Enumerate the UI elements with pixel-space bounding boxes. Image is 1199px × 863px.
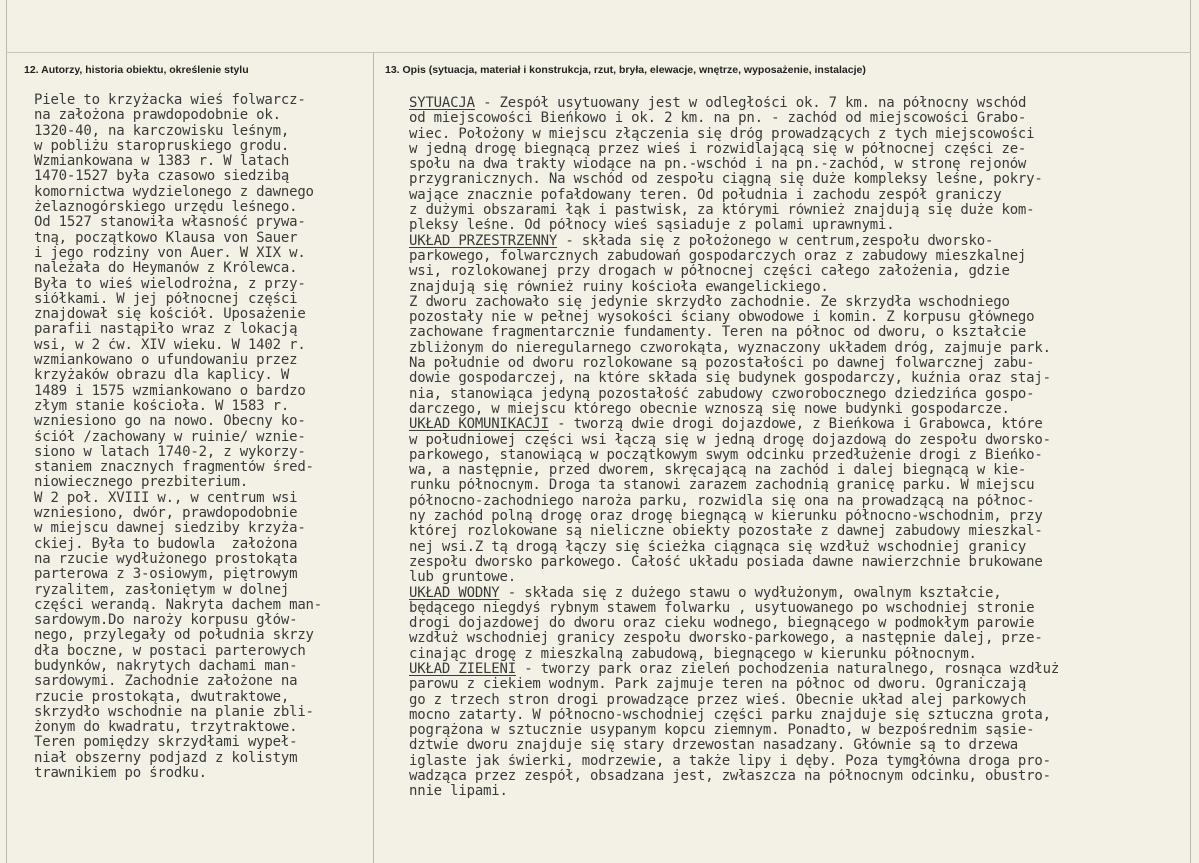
description-line: [409, 371, 1197, 386]
description-line: [409, 402, 1197, 417]
history-line: tną, początkowo Klausa von Sauer: [34, 230, 298, 246]
history-line: i jego rodziny von Auer. W XIX w.: [34, 245, 306, 261]
history-text: [34, 93, 374, 781]
history-line: niał obszerny podjazd z kolistym: [34, 750, 298, 766]
history-line: niowiecznego prezbiterium.: [34, 475, 248, 491]
description-line: [409, 172, 1197, 187]
description-line: [409, 448, 1197, 463]
description-line: [409, 249, 1197, 264]
description-line: [409, 723, 1197, 738]
description-line-text: - tworzą dwie drogi dojazdowe, z Bieńkowa i Grabowca, które: [548, 417, 1043, 433]
description-line-text: cinając drogę z mieszkalną zabudową, biegnącego w kierunku północnym.: [409, 646, 977, 662]
history-line: żonym do kwadratu, trzytraktowe.: [34, 720, 298, 736]
description-line-text: nej wsi.Z tą drogą łączy się ścieżka ciągnąca się wzdłuż wschodniej granicy: [409, 539, 1027, 555]
history-line: ryzalitem, zasłoniętym w dolnej: [34, 582, 290, 598]
description-line: [409, 280, 1197, 295]
description-line-text: pozostały nie w pełnej wysokości ściany obwodowe i komin. Z korpusu głównego: [409, 310, 1035, 326]
history-line: Teren pomiędzy skrzydłami wypeł-: [34, 735, 298, 751]
history-line: ckiej. Była to budowla założona: [34, 536, 298, 552]
description-line-text: lub gruntowe.: [409, 570, 516, 586]
description-line: [409, 601, 1197, 616]
description-line-text: pogrążona w sztucznie usypanym kopcu ziemnym. Ponadto, w bezpośrednim sąsie-: [409, 723, 1035, 739]
description-line-text: zbliżonym do nieregularnego czworokąta, wyznaczony układem dróg, zajmuje park.: [409, 340, 1051, 356]
description-line: [409, 127, 1197, 142]
history-line: 1489 i 1575 wzmiankowano o bardzo: [34, 383, 306, 399]
description-line-text: mocno zatarty. W północno-wschodniej części parku znajduje się sztuczna grota,: [409, 707, 1051, 723]
history-line: części werandą. Nakryta dachem man-: [34, 597, 323, 613]
description-line: [409, 647, 1197, 662]
description-line-text: północno-zachodniego naroża parku, rozwidla się ona na prowadzącą na północ-: [409, 493, 1035, 509]
history-line: wzmiankowano o ufundowaniu przez: [34, 353, 298, 369]
history-line: 1470-1527 była czasowo siedzibą: [34, 169, 290, 185]
description-line-text: wa, a następnie, przed dworem, skręcającą na zachód i dalej biegnącą w kie-: [409, 463, 1027, 479]
history-line: parterowa z 3-osiowym, piętrowym: [34, 567, 298, 583]
history-line: wsi, w 2 ćw. XIV wieku. W 1402 r.: [34, 337, 306, 353]
description-line: [409, 96, 1197, 111]
description-line-text: w jedną drogę biegnącą przez wieś i rozwidlającą się w północnej części ze-: [409, 141, 1027, 157]
description-line-text: będącego niegdyś rybnym stawem folwarku , usytuowanego po wschodniej stronie: [409, 600, 1035, 616]
description-line-text: go z trzech stron drogi prowadzące przez wieś. Obecnie układ alej parkowych: [409, 692, 1027, 708]
description-line: [409, 111, 1197, 126]
description-line: [409, 325, 1197, 340]
history-line: krzyżaków obrazu dla kaplicy. W: [34, 368, 290, 384]
description-line-text: iglaste jak świerki, modrzewie, a także lipy i dęby. Poza tymgłówna droga pro-: [409, 753, 1051, 769]
description-line-text: wadząca przez zespół, obsadzana jest, zwłaszcza na północnym odcinku, obustro-: [409, 769, 1051, 785]
description-line-text: parkowego, folwarcznych zabudowań gospodarczych oraz z zabudowy mieszkalnej: [409, 248, 1027, 264]
section-heading: SYTUACJA: [409, 96, 475, 111]
description-line: [409, 540, 1197, 555]
description-line-text: której rozlokowane są nieliczne obiekty pozostałe z dawnej zabudowy mieszkal-: [409, 524, 1043, 540]
description-line: [409, 784, 1197, 799]
history-line: Była to wieś wielodrożna, z przy-: [34, 276, 306, 292]
section-heading: UKŁAD WODNY: [409, 585, 500, 601]
history-line: staniem znacznych fragmentów śred-: [34, 460, 314, 476]
history-line: Od 1527 stanowiła własność prywa-: [34, 215, 306, 231]
history-line: ściół /zachowany w ruinie/ wznie-: [34, 429, 306, 445]
left-border-line: [6, 0, 7, 863]
description-line: [409, 218, 1197, 233]
history-line: na rzucie wydłużonego prostokąta: [34, 551, 298, 567]
description-line-text: wiec. Położony w miejscu złączenia się dróg prowadzących z tych miejscowości: [409, 126, 1035, 142]
history-line: sardowym.Do naroży korpusu głów-: [34, 613, 298, 629]
description-line: [409, 433, 1197, 448]
description-line: [409, 693, 1197, 708]
description-line: [409, 341, 1197, 356]
history-line: w miejscu dawnej siedziby krzyża-: [34, 521, 306, 537]
description-line-text: runku północnym. Droga ta stanowi zarazem zachodnią granicę parku. W miejscu: [409, 478, 1035, 494]
history-line: parafii nastąpiło wraz z lokacją: [34, 322, 298, 338]
description-line: [409, 295, 1197, 310]
description-line-text: darczego, w miejscu którego obecnie wznoszą się nowe budynki gospodarcze.: [409, 401, 1010, 417]
description-line: [409, 494, 1197, 509]
history-line: sardowymi. Zachodnie założone na: [34, 674, 298, 690]
history-line: 1320-40, na karczowisku leśnym,: [34, 123, 290, 139]
description-line-text: - tworzy park oraz zieleń pochodzenia naturalnego, rosnąca wzdłuż: [515, 661, 1060, 677]
history-line: żelaznogórskiego urzędu leśnego.: [34, 200, 298, 216]
description-line-text: - składa się z położonego w centrum,zespołu dworsko-: [557, 233, 994, 249]
history-line: Piele to krzyżacka wieś folwarcz-: [34, 93, 306, 108]
description-line-text: z dużymi obszarami łąk i pastwisk, za którymi również znajdują się duże kom-: [409, 203, 1035, 219]
section-13-header: 13. Opis (sytuacja, materiał i konstrukcja, rzut, bryła, elewacje, wnętrze, wyposażenie, instalacje): [385, 64, 866, 76]
history-line: trawnikiem po środku.: [34, 766, 207, 782]
description-line-text: - Zespół usytuowany jest w odległości ok. 7 km. na północny wschód: [474, 96, 1027, 111]
description-line-text: Z dworu zachowało się jedynie skrzydło zachodnie. Ze skrzydła wschodniego: [409, 294, 1010, 310]
description-line: [409, 234, 1197, 249]
description-line: [409, 754, 1197, 769]
history-line: znajdował się kościół. Uposażenie: [34, 307, 306, 323]
description-line: [409, 387, 1197, 402]
history-line: W 2 poł. XVIII w., w centrum wsi: [34, 490, 298, 506]
description-line: [409, 631, 1197, 646]
history-line: Wzmiankowana w 1383 r. W latach: [34, 154, 290, 170]
description-line-text: dztwie dworu znajduje się stary drzewostan nasadzany. Głównie są to drzewa: [409, 738, 1018, 754]
description-line: [409, 157, 1197, 172]
description-line: [409, 203, 1197, 218]
description-line: [409, 570, 1197, 585]
section-heading: UKŁAD KOMUNIKACJI: [409, 417, 549, 433]
history-line: komornictwa wydzielonego z dawnego: [34, 184, 314, 200]
description-line: [409, 509, 1197, 524]
description-line-text: wzdłuż wschodniej granicy zespołu dworsko-parkowego, a następnie dalej, prze-: [409, 631, 1043, 647]
description-line: [409, 586, 1197, 601]
description-line-text: nia, stanowiąca jedyną pozostałość zabudowy czworobocznego dziedzińca gospo-: [409, 386, 1035, 402]
description-line-text: drogi dojazdowej do dworu oraz cieku wodnego, biegnącego w podmokłym parowie: [409, 616, 1035, 632]
description-line: [409, 769, 1197, 784]
description-line-text: w południowej części wsi łączą się w jedną drogę dojazdową do zespołu dworsko-: [409, 432, 1051, 448]
history-line: w pobliżu staropruskiego grodu.: [34, 138, 290, 154]
description-line-text: znajdują się również ruiny kościoła ewangelickiego.: [409, 279, 829, 295]
description-line: [409, 188, 1197, 203]
history-line: budynków, nakrytych dachami man-: [34, 658, 298, 674]
description-line-text: ny zachód polną drogę oraz drogę biegnącą w kierunku północno-wschodnim, przy: [409, 509, 1043, 525]
description-line: [409, 142, 1197, 157]
description-line-text: parowu z ciekiem wodnym. Park zajmuje teren na północ od dworu. Ograniczają: [409, 677, 1027, 693]
description-line: [409, 616, 1197, 631]
description-line: [409, 310, 1197, 325]
description-line: [409, 738, 1197, 753]
history-line: siółkami. W jej północnej części: [34, 291, 298, 307]
description-line-text: społu na dwa trakty wiodące na pn.-wschód i na pn.-zachód, w stronę rejonów: [409, 157, 1027, 173]
history-line: wzniesiono go na nowo. Obecny ko-: [34, 414, 306, 430]
header-rule: [6, 52, 1191, 53]
description-line: [409, 524, 1197, 539]
description-line-text: - składa się z dużego stawu o wydłużonym, owalnym kształcie,: [499, 585, 1002, 601]
description-line: [409, 463, 1197, 478]
history-line: rzucie prostokąta, dwutraktowe,: [34, 689, 290, 705]
description-line-text: parkowego, stanowiącą w początkowym swym odcinku przedłużenie drogi z Bieńko-: [409, 447, 1043, 463]
section-12-header: 12. Autorzy, historia obiektu, określenie stylu: [24, 64, 249, 76]
description-line: [409, 555, 1197, 570]
section-heading: UKŁAD PRZESTRZENNY: [409, 233, 558, 249]
history-line: siono w latach 1740-2, z wykorzy-: [34, 444, 306, 460]
description-line-text: wsi, rozlokowanej przy drogach w północnej części całego założenia, gdzie: [409, 264, 1010, 280]
description-line-text: wające znacznie pofałdowany teren. Od południa i zachodu zespół graniczy: [409, 187, 1002, 203]
description-text: [409, 96, 1197, 800]
history-line: na założona prawdopodobnie ok.: [34, 108, 281, 124]
description-line-text: zachowane fragmentarcznie fundamenty. Teren na północ od dworu, o kształcie: [409, 325, 1027, 341]
history-line: nego, przylegały od południa skrzy: [34, 628, 314, 644]
description-line-text: zespołu dworsko parkowego. Całość układu posiada dawne nawierzchnie brukowane: [409, 554, 1043, 570]
description-line: [409, 356, 1197, 371]
description-line-text: nnie lipami.: [409, 784, 508, 800]
history-line: złym stanie kościoła. W 1583 r.: [34, 398, 290, 414]
description-line: [409, 264, 1197, 279]
history-line: należała do Heymanów z Królewca.: [34, 261, 298, 277]
description-line-text: dowie gospodarczej, na które składa się budynek gospodarczy, kuźnia oraz staj-: [409, 371, 1051, 387]
description-line-text: pleksy leśne. Od północy wieś sąsiaduje z polami uprawnymi.: [409, 218, 895, 234]
description-line: [409, 677, 1197, 692]
history-line: skrzydło wschodnie na planie zbli-: [34, 704, 314, 720]
description-line: [409, 417, 1197, 432]
description-line: [409, 708, 1197, 723]
description-line-text: od miejscowości Bieńkowo i ok. 2 km. na pn. - zachód od miejscowości Grabo-: [409, 111, 1027, 127]
description-line: [409, 478, 1197, 493]
section-heading: UKŁAD ZIELENI: [409, 661, 516, 677]
description-line-text: Na południe od dworu rozlokowane są pozostałości po dawnej folwarcznej zabu-: [409, 356, 1035, 372]
history-line: wzniesiono, dwór, prawdopodobnie: [34, 506, 298, 522]
description-line: [409, 662, 1197, 677]
history-line: dła boczne, w postaci parterowych: [34, 643, 306, 659]
description-line-text: przygranicznych. Na wschód od zespołu ciągną się duże kompleksy leśne, pokry-: [409, 172, 1043, 188]
